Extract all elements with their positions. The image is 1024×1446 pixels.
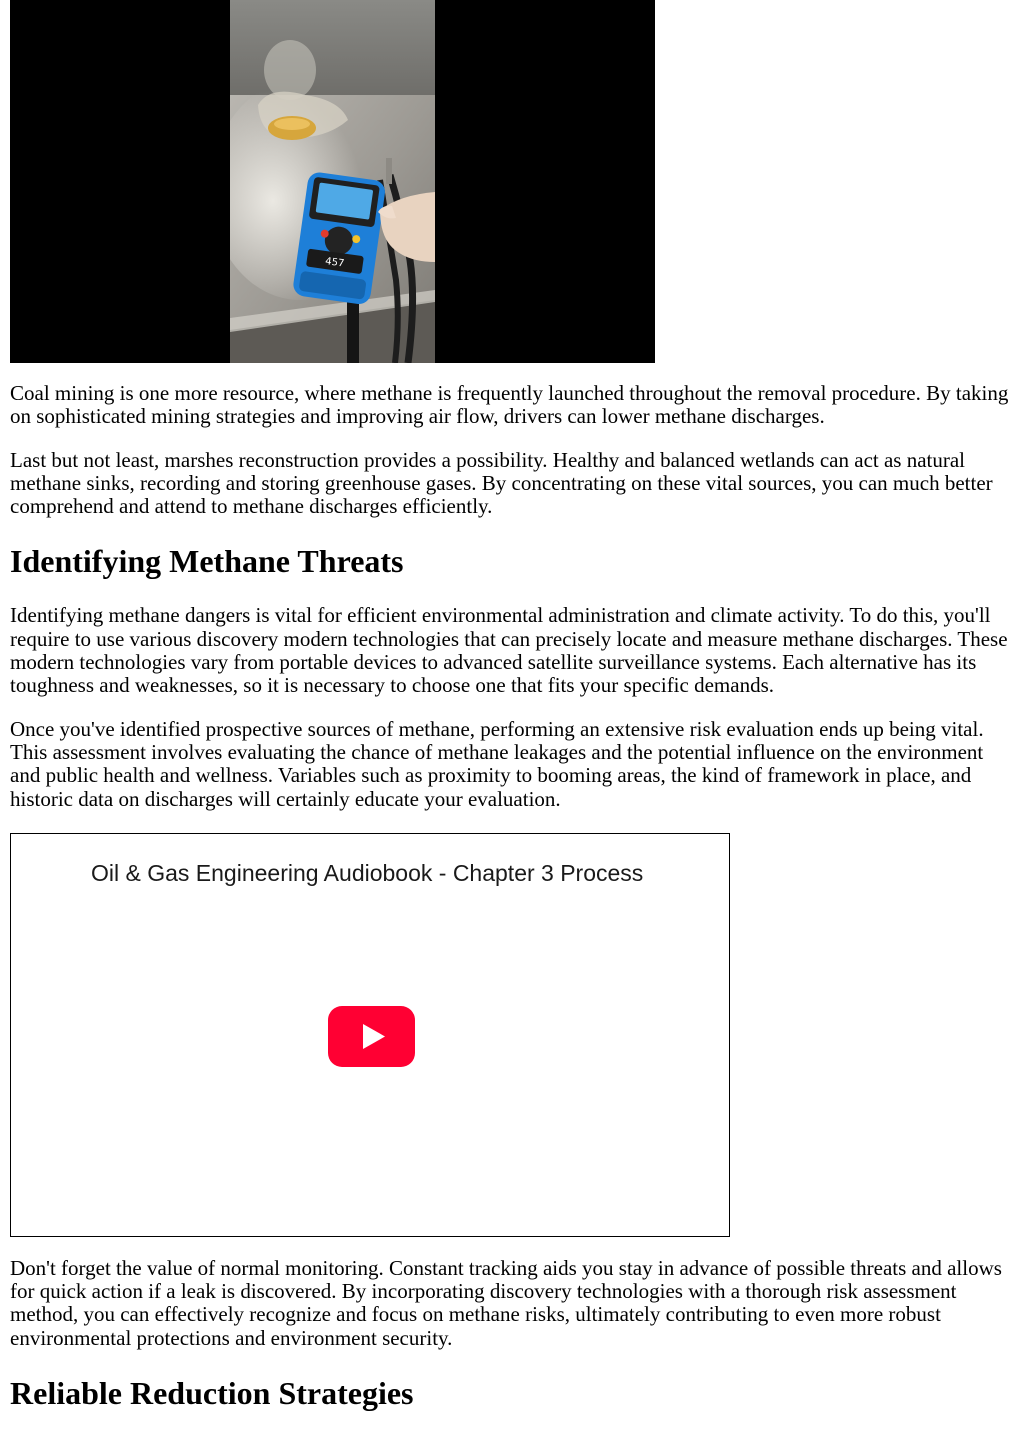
- paragraph-detection-technologies: Identifying methane dangers is vital for efficient environmental administration and climate activity. To do this, you'll require to use various discovery modern technologies that can precisely locate and measure methane discharges. These modern technologies vary from portable devices to advanced satellite surveillance systems. Each alternative has its toughness and weaknesses, so it is necessary to choose one that fits your specific demands.: [10, 603, 1008, 698]
- heading-identifying-methane-threats: Identifying Methane Threats: [10, 543, 404, 580]
- methane-meter-photo: [230, 0, 435, 363]
- paragraph-coal-mining: Coal mining is one more resource, where methane is frequently launched throughout the removal procedure. By taking on sophisticated mining strategies and improving air flow, drivers can lower methane discharges.: [10, 381, 1009, 429]
- paragraph-monitoring: Don't forget the value of normal monitoring. Constant tracking aids you stay in advance of possible threats and allows for quick action if a leak is discovered. By incorporating discovery technologies with a thorough risk assessment method, you can effectively recognize and focus on methane risks, ultimately contributing to even more robust environmental protections and environment security.: [10, 1255, 1002, 1350]
- paragraph-wetlands: Last but not least, marshes reconstruction provides a possibility. Healthy and balanced wetlands can act as natural methane sinks, recording and storing greenhouse gases. By concentrating on these vital sources, you can much better comprehend and attend to methane discharges efficiently.: [10, 447, 993, 519]
- play-icon[interactable]: [328, 1006, 415, 1067]
- youtube-embed[interactable]: [10, 833, 730, 1237]
- video-player[interactable]: [10, 0, 655, 363]
- heading-reliable-reduction-strategies: Reliable Reduction Strategies: [10, 1375, 414, 1412]
- meter-display-label: 457: [324, 256, 345, 270]
- embed-video-title: Oil & Gas Engineering Audiobook - Chapter 3 Process: [91, 859, 644, 886]
- article-content: [10, 0, 1015, 1411]
- paragraph-risk-evaluation: Once you've identified prospective sources of methane, performing an extensive risk evaluation ends up being vital. This assessment involves evaluating the chance of methane leakages and the potential influence on the environment and public health and wellness. Variables such as proximity to booming areas, the kind of framework in place, and historic data on discharges will certainly educate your evaluation.: [10, 716, 984, 811]
